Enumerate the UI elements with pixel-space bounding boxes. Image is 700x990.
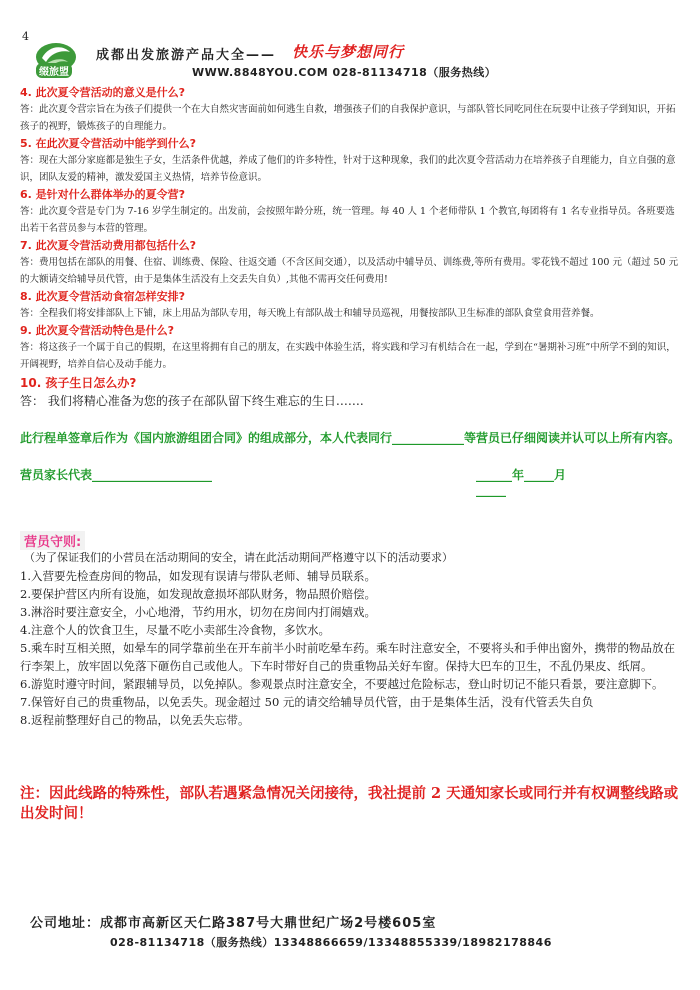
rules-intro: （为了保证我们的小营员在活动期间的安全，请在此活动期间严格遵守以下的活动要求） — [24, 551, 453, 564]
faq-answer: 答：将这孩子一个属于自己的假期，在这里将拥有自己的朋友，在实践中体验生活，将实践和学习有机结合在一起，学到在“暑期补习班”中所学不到的知识，开阔视野，培养自信心及动手能力。 — [20, 342, 676, 370]
rules-list — [20, 549, 685, 729]
parent-signature: 营员家长代表____________________ — [20, 468, 213, 482]
important-note: 注：因此线路的特殊性，部队若遇紧急情况关闭接待，我社提前 2 天通知家长或同行并有权调整线路或出发时间！ — [20, 785, 679, 822]
faq-question: 5. 在此次夏令营活动中能学到什么? — [20, 137, 197, 150]
company-address: 公司地址：成都市高新区天仁路387号大鼎世纪广场2号楼605室 — [30, 916, 437, 931]
header-title: 成都出发旅游产品大全—— — [96, 48, 277, 63]
rule-item: 6.游览时遵守时间，紧跟辅导员，以免掉队。参观景点时注意安全，不要越过危险标志，登山时切记不能只看景，要注意脚下。 — [20, 677, 664, 691]
faq-answer: 答：全程我们将安排部队上下铺，床上用品为部队专用，每天晚上有部队战士和辅导员巡视，用餐按部队卫生标准的部队食堂食用营养餐。 — [20, 308, 600, 319]
header-website: WWW.8848YOU.COM 028-81134718（服务热线） — [192, 66, 497, 79]
faq-question: 6. 是针对什么群体举办的夏令营? — [20, 188, 186, 201]
rules-title: 营员守则: — [20, 531, 85, 550]
contract-statement: 此行程单签章后作为《国内旅游组团合同》的组成部分，本人代表同行____________等营员已仔细阅读并认可以上所有内容。 — [20, 431, 681, 445]
rule-item: 2.要保护营区内所有设施，如发现故意损坏部队财务，物品照价赔偿。 — [20, 587, 376, 601]
faq-answer: 答：此次夏令营是专门为 7-16 岁学生制定的。出发前，会按照年龄分班，统一管理。每 40 人 1 个老师带队 1 个教官,每团将有 1 名专业指导员。各班要选出若干名营员参与本营的管理。 — [20, 206, 675, 234]
signature-date: ______年_____月_____ — [476, 468, 567, 497]
rule-item: 1.入营要先检查房间的物品，如发现有误请与带队老师、辅导员联系。 — [20, 569, 376, 583]
faq-section — [20, 84, 680, 410]
faq-question: 8. 此次夏令营活动食宿怎样安排? — [20, 290, 186, 303]
rule-item: 3.淋浴时要注意安全，小心地滑，节约用水，切勿在房间内打闹嬉戏。 — [20, 605, 376, 619]
faq-question: 7. 此次夏令营活动费用都包括什么? — [20, 239, 197, 252]
faq-answer: 答：费用包括在部队的用餐、住宿、训练费、保险、往返交通（不含区间交通），以及活动中辅导员、训练费,等所有费用。零花钱不超过 100 元（超过 50 元的大额请交给辅导员代管，由于是集体生活没有上交丢失自负）,其他不需再交任何费用! — [20, 257, 679, 285]
rule-item: 8.返程前整理好自己的物品，以免丢失忘带。 — [20, 713, 250, 727]
page-number: 4 — [22, 30, 29, 43]
rule-item: 7.保管好自己的贵重物品，以免丢失。现金超过 50 元的请交给辅导员代管，由于是集体生活，没有代管丢失自负 — [20, 695, 594, 709]
faq-question: 9. 此次夏令营活动特色是什么? — [20, 324, 175, 337]
faq-answer: 答：此次夏令营宗旨在为孩子们提供一个在大自然灾害面前如何逃生自救，增强孩子们的自我保护意识，与部队管长同吃同住在玩耍中让孩子学到知识，开拓孩子的视野，锻炼孩子的自理能力。 — [20, 104, 676, 132]
faq-question: 10. 孩子生日怎么办? — [20, 376, 137, 390]
rule-item: 5.乘车时互相关照，如晕车的同学靠前坐在开车前半小时前吃晕车药。乘车时注意安全，不要将头和手伸出窗外，携带的物品放在行李架上，放牢固以免落下砸伤自己或他人。下车时带好自己的贵重物品关好车窗。保持大巴车的卫生，不乱仍果皮、纸屑。 — [20, 641, 675, 673]
signature-line — [20, 466, 580, 497]
rule-item: 4.注意个人的饮食卫生，尽量不吃小卖部生冷食物，多饮水。 — [20, 623, 330, 637]
faq-question: 4. 此次夏令营活动的意义是什么? — [20, 86, 186, 99]
company-phones: 028-81134718（服务热线）13348866659/13348855339/18982178846 — [110, 936, 552, 949]
faq-answer: 答： 我们将精心准备为您的孩子在部队留下终生难忘的生日……. — [20, 394, 364, 408]
header-slogan: 快乐与梦想同行 — [292, 43, 405, 61]
logo-text: 缀旅盟 — [36, 63, 72, 78]
faq-answer: 答：现在大部分家庭都是独生子女，生活条件优越，养成了他们的许多特性，针对于这种现象，我们的此次夏令营活动力在培养孩子自理能力，自立自强的意识，团队友爱的精神，激发爱国主义热情，培养节俭意识。 — [20, 155, 676, 183]
